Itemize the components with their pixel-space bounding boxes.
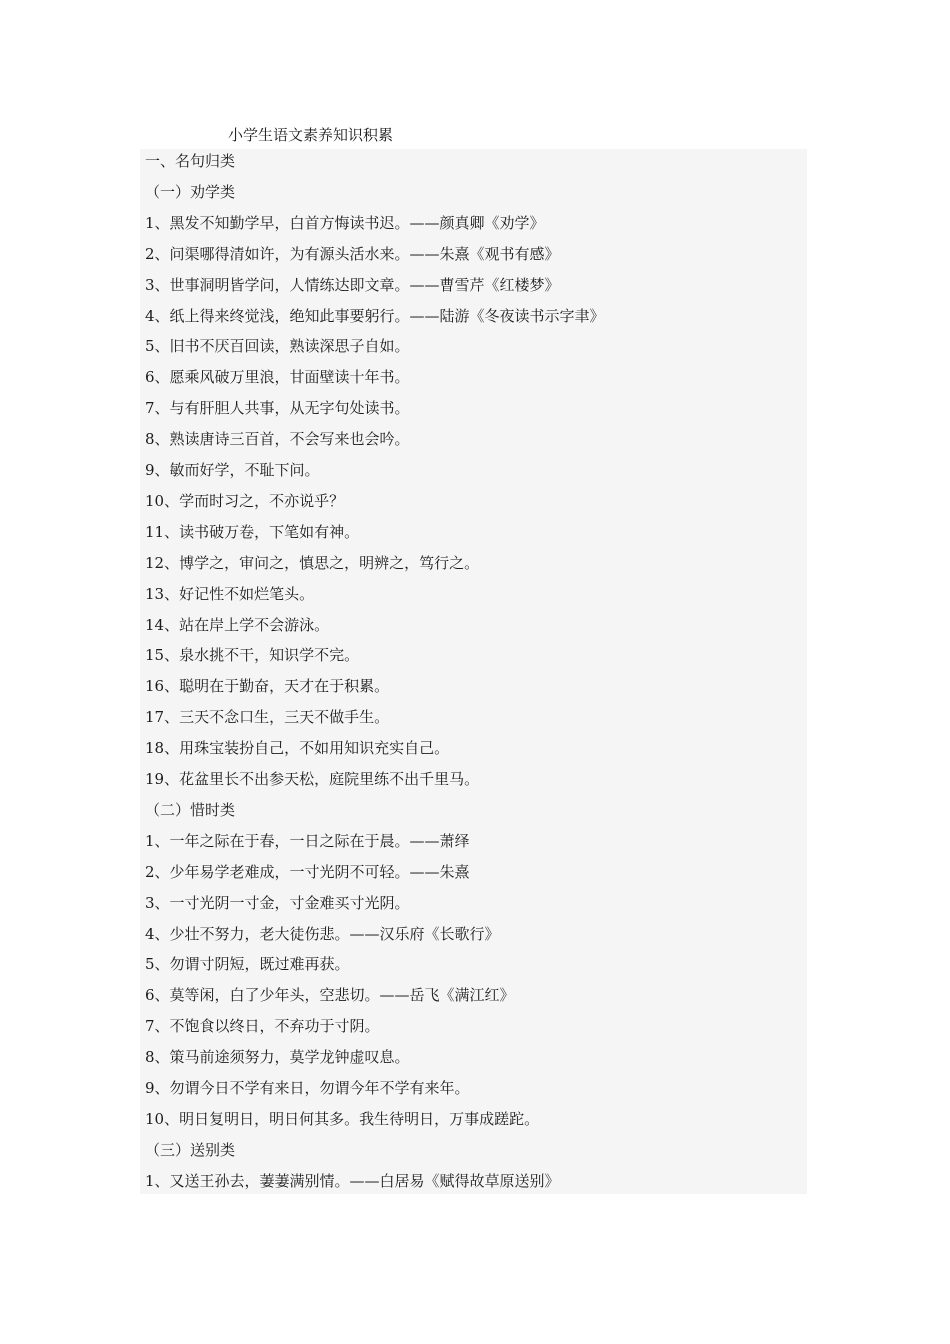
section-heading: （一）劝学类 — [145, 182, 236, 201]
list-item: 17、三天不念口生，三天不做手生。 — [145, 708, 390, 727]
list-item: 6、愿乘风破万里浪，甘面壁读十年书。 — [145, 368, 410, 387]
list-item: 1、又送王孙去，萋萋满别情。——白居易《赋得故草原送别》 — [145, 1171, 560, 1190]
list-item: 9、勿谓今日不学有来日，勿谓今年不学有来年。 — [145, 1079, 470, 1097]
list-item: 6、莫等闲，白了少年头，空悲切。——岳飞《满江红》 — [145, 986, 515, 1005]
list-item: 19、花盆里长不出参天松，庭院里练不出千里马。 — [145, 770, 480, 788]
list-item: 8、熟读唐诗三百首，不会写来也会吟。 — [145, 430, 410, 449]
list-item: 4、纸上得来终觉浅，绝知此事要躬行。——陆游《冬夜读书示字聿》 — [145, 306, 605, 325]
list-item: 3、世事洞明皆学问，人情练达即文章。——曹雪芹《红楼梦》 — [145, 275, 560, 294]
list-item: 7、与有肝胆人共事，从无字句处读书。 — [145, 399, 410, 418]
list-item: 5、勿谓寸阴短，既过难再获。 — [145, 955, 350, 974]
list-item: 11、读书破万卷，下笔如有神。 — [145, 522, 360, 541]
list-item: 13、好记性不如烂笔头。 — [145, 584, 315, 603]
list-item: 16、聪明在于勤奋，天才在于积累。 — [145, 677, 390, 696]
list-item: 4、少壮不努力，老大徒伤悲。——汉乐府《长歌行》 — [145, 924, 500, 943]
list-item: 10、明日复明日，明日何其多。我生待明日，万事成蹉跎。 — [145, 1109, 540, 1128]
list-item: 18、用珠宝装扮自己，不如用知识充实自己。 — [145, 739, 450, 758]
list-item: 9、敏而好学，不耻下问。 — [145, 461, 320, 479]
list-item: 2、问渠哪得清如许，为有源头活水来。——朱熹《观书有感》 — [145, 244, 560, 263]
list-item: 1、一年之际在于春，一日之际在于晨。——萧绎 — [145, 831, 470, 850]
page-title: 小学生语文素养知识积累 — [228, 126, 394, 144]
list-item: 5、旧书不厌百回读，熟读深思子自如。 — [145, 337, 410, 356]
list-item: 15、泉水挑不干，知识学不完。 — [145, 646, 360, 665]
section-heading: （二）惜时类 — [145, 800, 236, 819]
list-item: 10、学而时习之，不亦说乎？ — [145, 491, 345, 510]
list-item: 2、少年易学老难成，一寸光阴不可轻。——朱熹 — [145, 862, 470, 881]
list-item: 14、站在岸上学不会游泳。 — [145, 615, 330, 634]
content-block — [140, 149, 807, 1194]
section-heading: 一、名句归类 — [145, 152, 236, 170]
list-item: 1、黑发不知勤学早，白首方悔读书迟。——颜真卿《劝学》 — [145, 213, 545, 232]
section-heading: （三）送别类 — [145, 1140, 236, 1159]
list-item: 12、博学之，审问之，慎思之，明辨之，笃行之。 — [145, 553, 480, 572]
list-item: 3、一寸光阴一寸金，寸金难买寸光阴。 — [145, 893, 410, 912]
list-item: 7、不饱食以终日，不弃功于寸阴。 — [145, 1017, 380, 1036]
list-item: 8、策马前途须努力，莫学龙钟虚叹息。 — [145, 1048, 410, 1067]
